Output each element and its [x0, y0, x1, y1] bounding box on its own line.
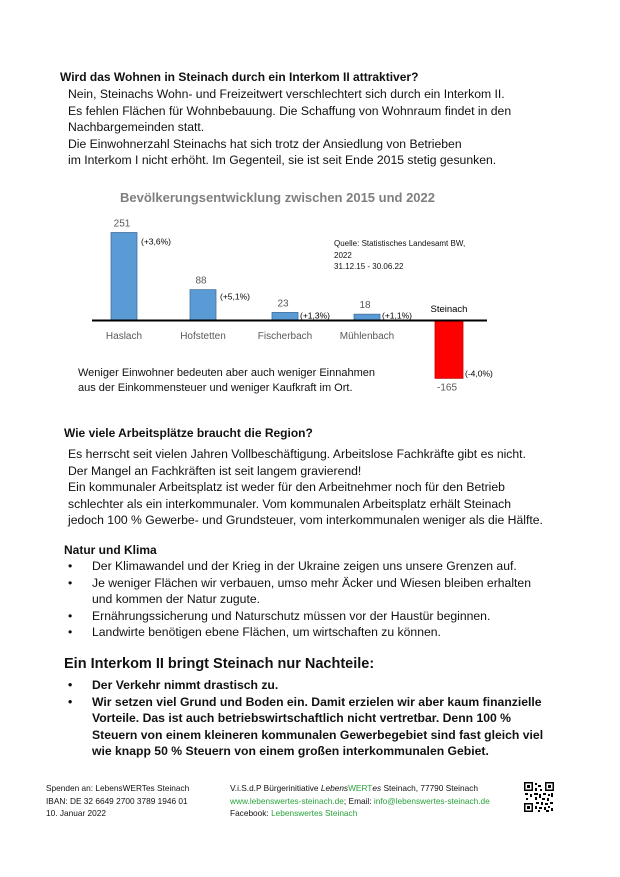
chart-value-label: 251 — [113, 218, 131, 230]
footer-line: IBAN: DE 32 6649 2700 3789 1946 01 — [46, 795, 188, 806]
heading-natur-klima: Natur und Klima — [64, 543, 157, 557]
list-item-text: Der Klimawandel und der Krieg in der Ukraine zeigen uns unsere Grenzen auf. — [92, 559, 517, 573]
footer-line: Spenden an: LebensWERTes Steinach — [46, 783, 190, 793]
source-line: 2022 — [334, 250, 352, 260]
text-line: Die Einwohnerzahl Steinachs hat sich trotz der Ansiedlung von Betrieben — [68, 136, 462, 151]
list-item-text: und kommen der Natur zugute. — [92, 592, 261, 607]
bullet-icon: • — [68, 575, 73, 590]
list-item-text: Je weniger Flächen wir verbauen, umso mehr Äcker und Wiesen bleiben erhalten — [92, 575, 531, 590]
list-item — [66, 624, 586, 641]
bullet-icon: • — [68, 559, 73, 573]
chart-percent-label: (+5,1%) — [220, 291, 250, 302]
source-line: Quelle: Statistisches Landesamt BW, — [334, 239, 466, 248]
heading-wohnen: Wird das Wohnen in Steinach durch ein Interkom II attraktiver? — [60, 70, 419, 84]
annotation-line: Weniger Einwohner bedeuten aber auch weniger Einnahmen — [78, 367, 375, 379]
chart-category-label: Fischerbach — [257, 331, 313, 342]
chart-bar — [435, 321, 463, 379]
chart-annotation — [78, 366, 375, 396]
chart-source — [334, 238, 465, 273]
natur-list — [66, 558, 586, 641]
chart-category-label: Steinach — [430, 304, 468, 315]
chart-bar — [272, 312, 298, 320]
bullet-icon: • — [68, 694, 73, 709]
list-item — [66, 558, 586, 575]
source-line: 31.12.15 - 30.06.22 — [334, 262, 404, 271]
list-item — [66, 608, 586, 625]
text-line: Es fehlen Flächen für Wohnbebauung. Die Schaffung von Wohnraum findet in den — [68, 103, 512, 118]
text-line: Es herrscht seit vielen Jahren Vollbeschäftigung. Arbeitslose Fachkräfte gibt es nicht. — [68, 447, 526, 461]
chart-bar — [111, 233, 137, 321]
text-line: Der Mangel an Fachkräften ist seit langem gravierend! — [68, 463, 362, 478]
chart-percent-label: (+3,6%) — [141, 236, 171, 247]
text-line: jedoch 100 % Gewerbe- und Grundsteuer, vom interkommunalen weniger als die Hälfte. — [68, 513, 543, 528]
list-item-text: Vorteile. Das ist auch betriebswirtschaftlich nicht vertretbar. Denn 100 % — [92, 711, 512, 726]
chart-category-label: Hofstetten — [180, 331, 226, 342]
footer-visdp: V.i.S.d.P Bürgerinitiative LebensWERTes Steinach, 77790 Steinach — [230, 783, 479, 793]
text-line: Ein kommunaler Arbeitsplatz ist weder für den Arbeitnehmer noch für den Betrieb — [68, 480, 505, 495]
list-item-text: Landwirte benötigen ebene Flächen, um wirtschaften zu können. — [92, 625, 441, 640]
chart-bar — [190, 290, 216, 321]
chart-value-label: 18 — [359, 300, 371, 312]
footer-contact — [230, 782, 490, 820]
list-item-text: Der Verkehr nimmt drastisch zu. — [92, 678, 279, 692]
list-item-text: Wir setzen viel Grund und Boden ein. Damit erzielen wir aber kaum finanzielle — [92, 694, 542, 709]
text-line: Nachbargemeinden statt. — [68, 120, 205, 135]
chart-title: Bevölkerungsentwicklung zwischen 2015 und 2022 — [120, 190, 435, 205]
bullet-icon: • — [68, 678, 73, 692]
list-item-text: Ernährungssicherung und Naturschutz müssen vor der Haustür beginnen. — [92, 608, 491, 623]
chart-value-label: -165 — [436, 382, 458, 394]
list-item-text: Steuern von einem kleineren kommunalen Gewerbegebiet sind fast gleich viel — [92, 727, 544, 742]
nachteile-list — [66, 677, 586, 760]
paragraph-arbeitsplaetze — [68, 446, 543, 529]
website-link[interactable]: www.lebenswertes-steinach.de — [230, 795, 344, 806]
chart-percent-label: (-4,0%) — [465, 368, 493, 379]
heading-arbeitsplaetze: Wie viele Arbeitsplätze braucht die Region? — [64, 426, 313, 440]
text-line: schlechter als ein interkommunaler. Vom kommunalen Arbeitsplatz erhält Steinach — [68, 496, 512, 511]
list-item — [66, 575, 586, 608]
qr-code-icon — [524, 782, 554, 812]
bullet-icon: • — [68, 608, 73, 623]
bullet-icon: • — [68, 625, 73, 640]
annotation-line: aus der Einkommensteuer und weniger Kaufkraft im Ort. — [78, 382, 353, 394]
chart-category-label: Haslach — [105, 331, 143, 342]
heading-nachteile: Ein Interkom II bringt Steinach nur Nachteile: — [64, 656, 375, 672]
email-link[interactable]: info@lebenswertes-steinach.de — [373, 795, 490, 806]
text-line: im Interkom I nicht erhöht. Im Gegenteil, sie ist seit Ende 2015 stetig gesunken. — [68, 153, 497, 168]
chart-value-label: 88 — [195, 275, 207, 287]
chart-percent-label: (+1,1%) — [382, 310, 412, 321]
chart-percent-label: (+1,3%) — [300, 310, 330, 321]
footer-web-line: www.lebenswertes-steinach.de; Email: info@lebenswertes-steinach.de — [230, 795, 490, 806]
facebook-link[interactable]: Lebenswertes Steinach — [271, 808, 358, 818]
chart-category-label: Mühlenbach — [339, 331, 395, 342]
footer-line: 10. Januar 2022 — [46, 808, 106, 818]
list-item — [66, 694, 586, 760]
population-chart — [0, 0, 620, 420]
text-line: Nein, Steinachs Wohn- und Freizeitwert verschlechtert sich durch ein Interkom II. — [68, 87, 505, 101]
chart-value-label: 23 — [277, 298, 289, 310]
list-item — [66, 677, 586, 694]
list-item-text: wie knapp 50 % Steuern von einem großen interkommunalen Gebiet. — [92, 744, 489, 759]
footer-donation — [46, 782, 189, 820]
footer-facebook-line: Facebook: Lebenswertes Steinach — [230, 808, 358, 818]
